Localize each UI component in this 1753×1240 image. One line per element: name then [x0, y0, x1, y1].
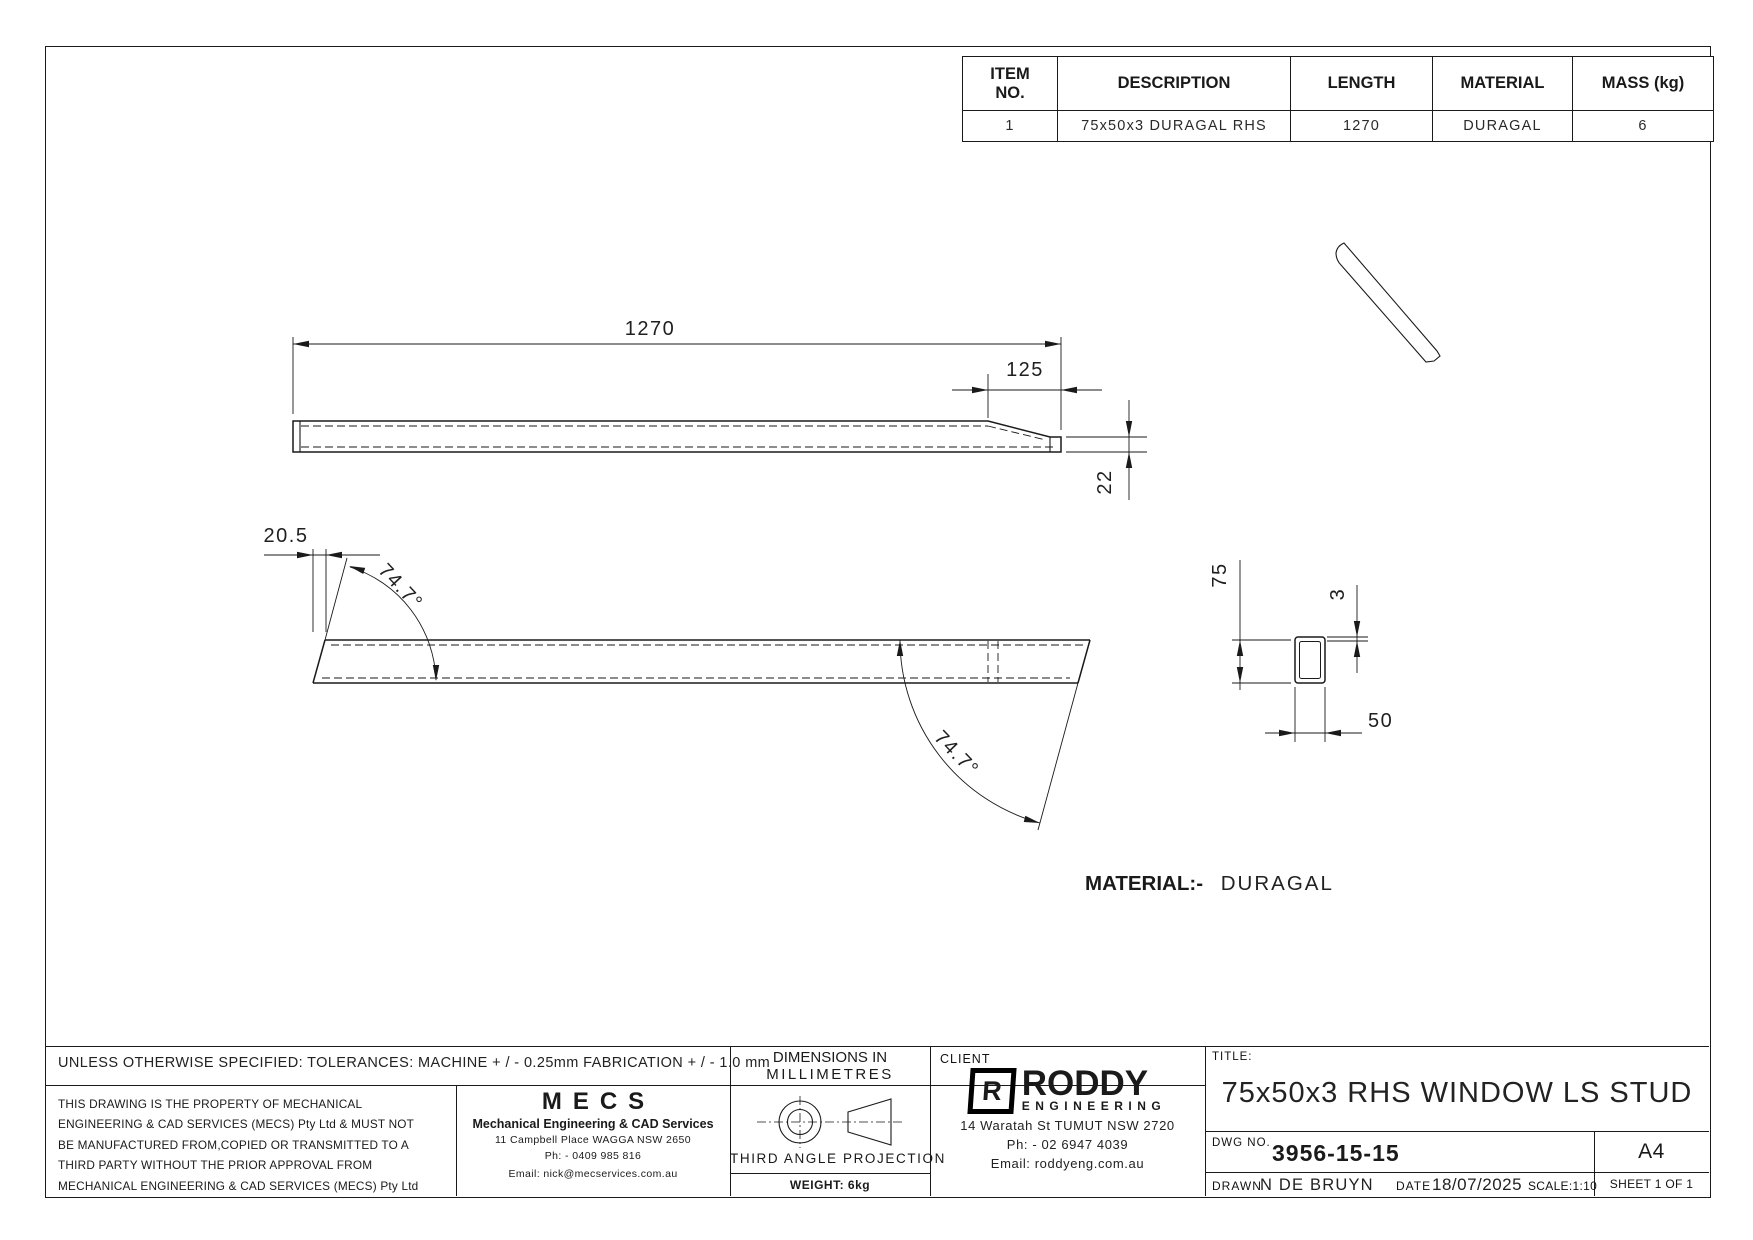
drawing-title: 75x50x3 RHS WINDOW LS STUD	[1221, 1076, 1693, 1109]
material-note-value: DURAGAL	[1220, 872, 1334, 895]
scale-label: SCALE:1:10	[1528, 1179, 1598, 1193]
property-note-line: BE MANUFACTURED FROM,COPIED OR TRANSMITTED TO A	[58, 1137, 409, 1152]
dimensions-note	[730, 1049, 930, 1083]
projection-label: THIRD ANGLE PROJECTION	[730, 1151, 946, 1166]
dim-section-width: 50	[1368, 710, 1394, 732]
mecs-block	[456, 1088, 730, 1196]
parts-table	[962, 56, 1714, 142]
property-note-line: MECHANICAL ENGINEERING & CAD SERVICES (MECS) Pty Ltd	[58, 1178, 419, 1193]
parts-table-header-material: MATERIAL	[1433, 57, 1573, 111]
dim-overall-length: 1270	[624, 318, 676, 340]
client-block	[930, 1046, 1205, 1198]
property-note-line: THIS DRAWING IS THE PROPERTY OF MECHANICAL	[58, 1097, 363, 1111]
parts-table-header-mass: MASS (kg)	[1573, 57, 1713, 111]
roddy-logo-sub: ENGINEERING	[1021, 1099, 1167, 1114]
roddy-logo-name: RODDY	[1021, 1063, 1149, 1103]
paper-size: A4	[1638, 1139, 1665, 1163]
dim-end-offset: 20.5	[263, 525, 309, 547]
view-angled	[264, 549, 1090, 830]
mecs-email: Email: nick@mecservices.com.au	[508, 1168, 678, 1180]
weight-label: WEIGHT: 6kg	[789, 1178, 871, 1192]
weight-row-line	[730, 1173, 930, 1174]
client-label: CLIENT	[940, 1052, 991, 1066]
dwg-no-value: 3956-15-15	[1272, 1140, 1400, 1166]
parts-table-cell-item-no: 1	[963, 111, 1058, 141]
mecs-name: Mechanical Engineering & CAD Services	[472, 1117, 714, 1131]
parts-table-cell-description: 75x50x3 DURAGAL RHS	[1058, 111, 1291, 141]
date-label: DATE	[1396, 1179, 1432, 1193]
property-note-line: ENGINEERING & CAD SERVICES (MECS) Pty Ltd & MUST NOT	[58, 1117, 415, 1132]
parts-table-header-description: DESCRIPTION	[1058, 57, 1291, 111]
property-note-line: THIRD PARTY WITHOUT THE PRIOR APPROVAL FROM	[58, 1158, 373, 1173]
client-address: 14 Waratah St TUMUT NSW 2720	[960, 1118, 1175, 1133]
material-note	[1085, 872, 1334, 896]
dwg-no-label: DWG NO.	[1212, 1137, 1271, 1149]
mecs-logo: MECS	[541, 1088, 656, 1115]
mecs-phone: Ph: - 0409 985 816	[544, 1150, 642, 1162]
parts-table-cell-mass: 6	[1638, 118, 1648, 134]
parts-table-cell-length: 1270	[1291, 111, 1433, 141]
dim-section-height: 75	[1209, 562, 1231, 588]
title-label: TITLE:	[1212, 1051, 1253, 1063]
dim-angle-left: 74.7°	[373, 559, 427, 615]
titleblock-top-line	[45, 1046, 1709, 1047]
dim-end-height: 22	[1094, 469, 1116, 495]
client-email: Email: roddyeng.com.au	[990, 1156, 1145, 1171]
parts-table-cell-material: DURAGAL	[1433, 111, 1573, 141]
dimensions-note-line1: DIMENSIONS IN	[772, 1049, 888, 1066]
drawn-value: N DE BRUYN	[1260, 1176, 1374, 1194]
client-phone: Ph: - 02 6947 4039	[1006, 1137, 1129, 1152]
drawn-label: DRAWN	[1212, 1179, 1262, 1193]
property-note	[58, 1094, 450, 1196]
material-note-label: MATERIAL:-	[1085, 872, 1204, 895]
dim-wall-thickness: 3	[1327, 587, 1349, 601]
tolerance-note: UNLESS OTHERWISE SPECIFIED: TOLERANCES: MACHINE + / - 0.25mm FABRICATION + / - 1.0 mm	[58, 1055, 771, 1071]
roddy-logo-icon: R	[967, 1068, 1016, 1114]
sheet-label: SHEET 1 OF 1	[1609, 1177, 1694, 1191]
date-value: 18/07/2025	[1432, 1175, 1523, 1194]
parts-table-header-length: LENGTH	[1291, 57, 1433, 111]
mecs-address: 11 Campbell Place WAGGA NSW 2650	[494, 1134, 692, 1146]
dim-angle-right: 74.7°	[929, 726, 984, 782]
roddy-logo	[969, 1063, 1167, 1114]
view-section	[1232, 560, 1368, 742]
dimensions-note-line2: MILLIMETRES	[766, 1066, 894, 1083]
dim-taper-length: 125	[1006, 359, 1044, 381]
parts-table-header-item-no: ITEM NO.	[963, 57, 1058, 111]
view-isometric	[1336, 243, 1440, 362]
third-angle-projection-icon	[757, 1096, 903, 1148]
